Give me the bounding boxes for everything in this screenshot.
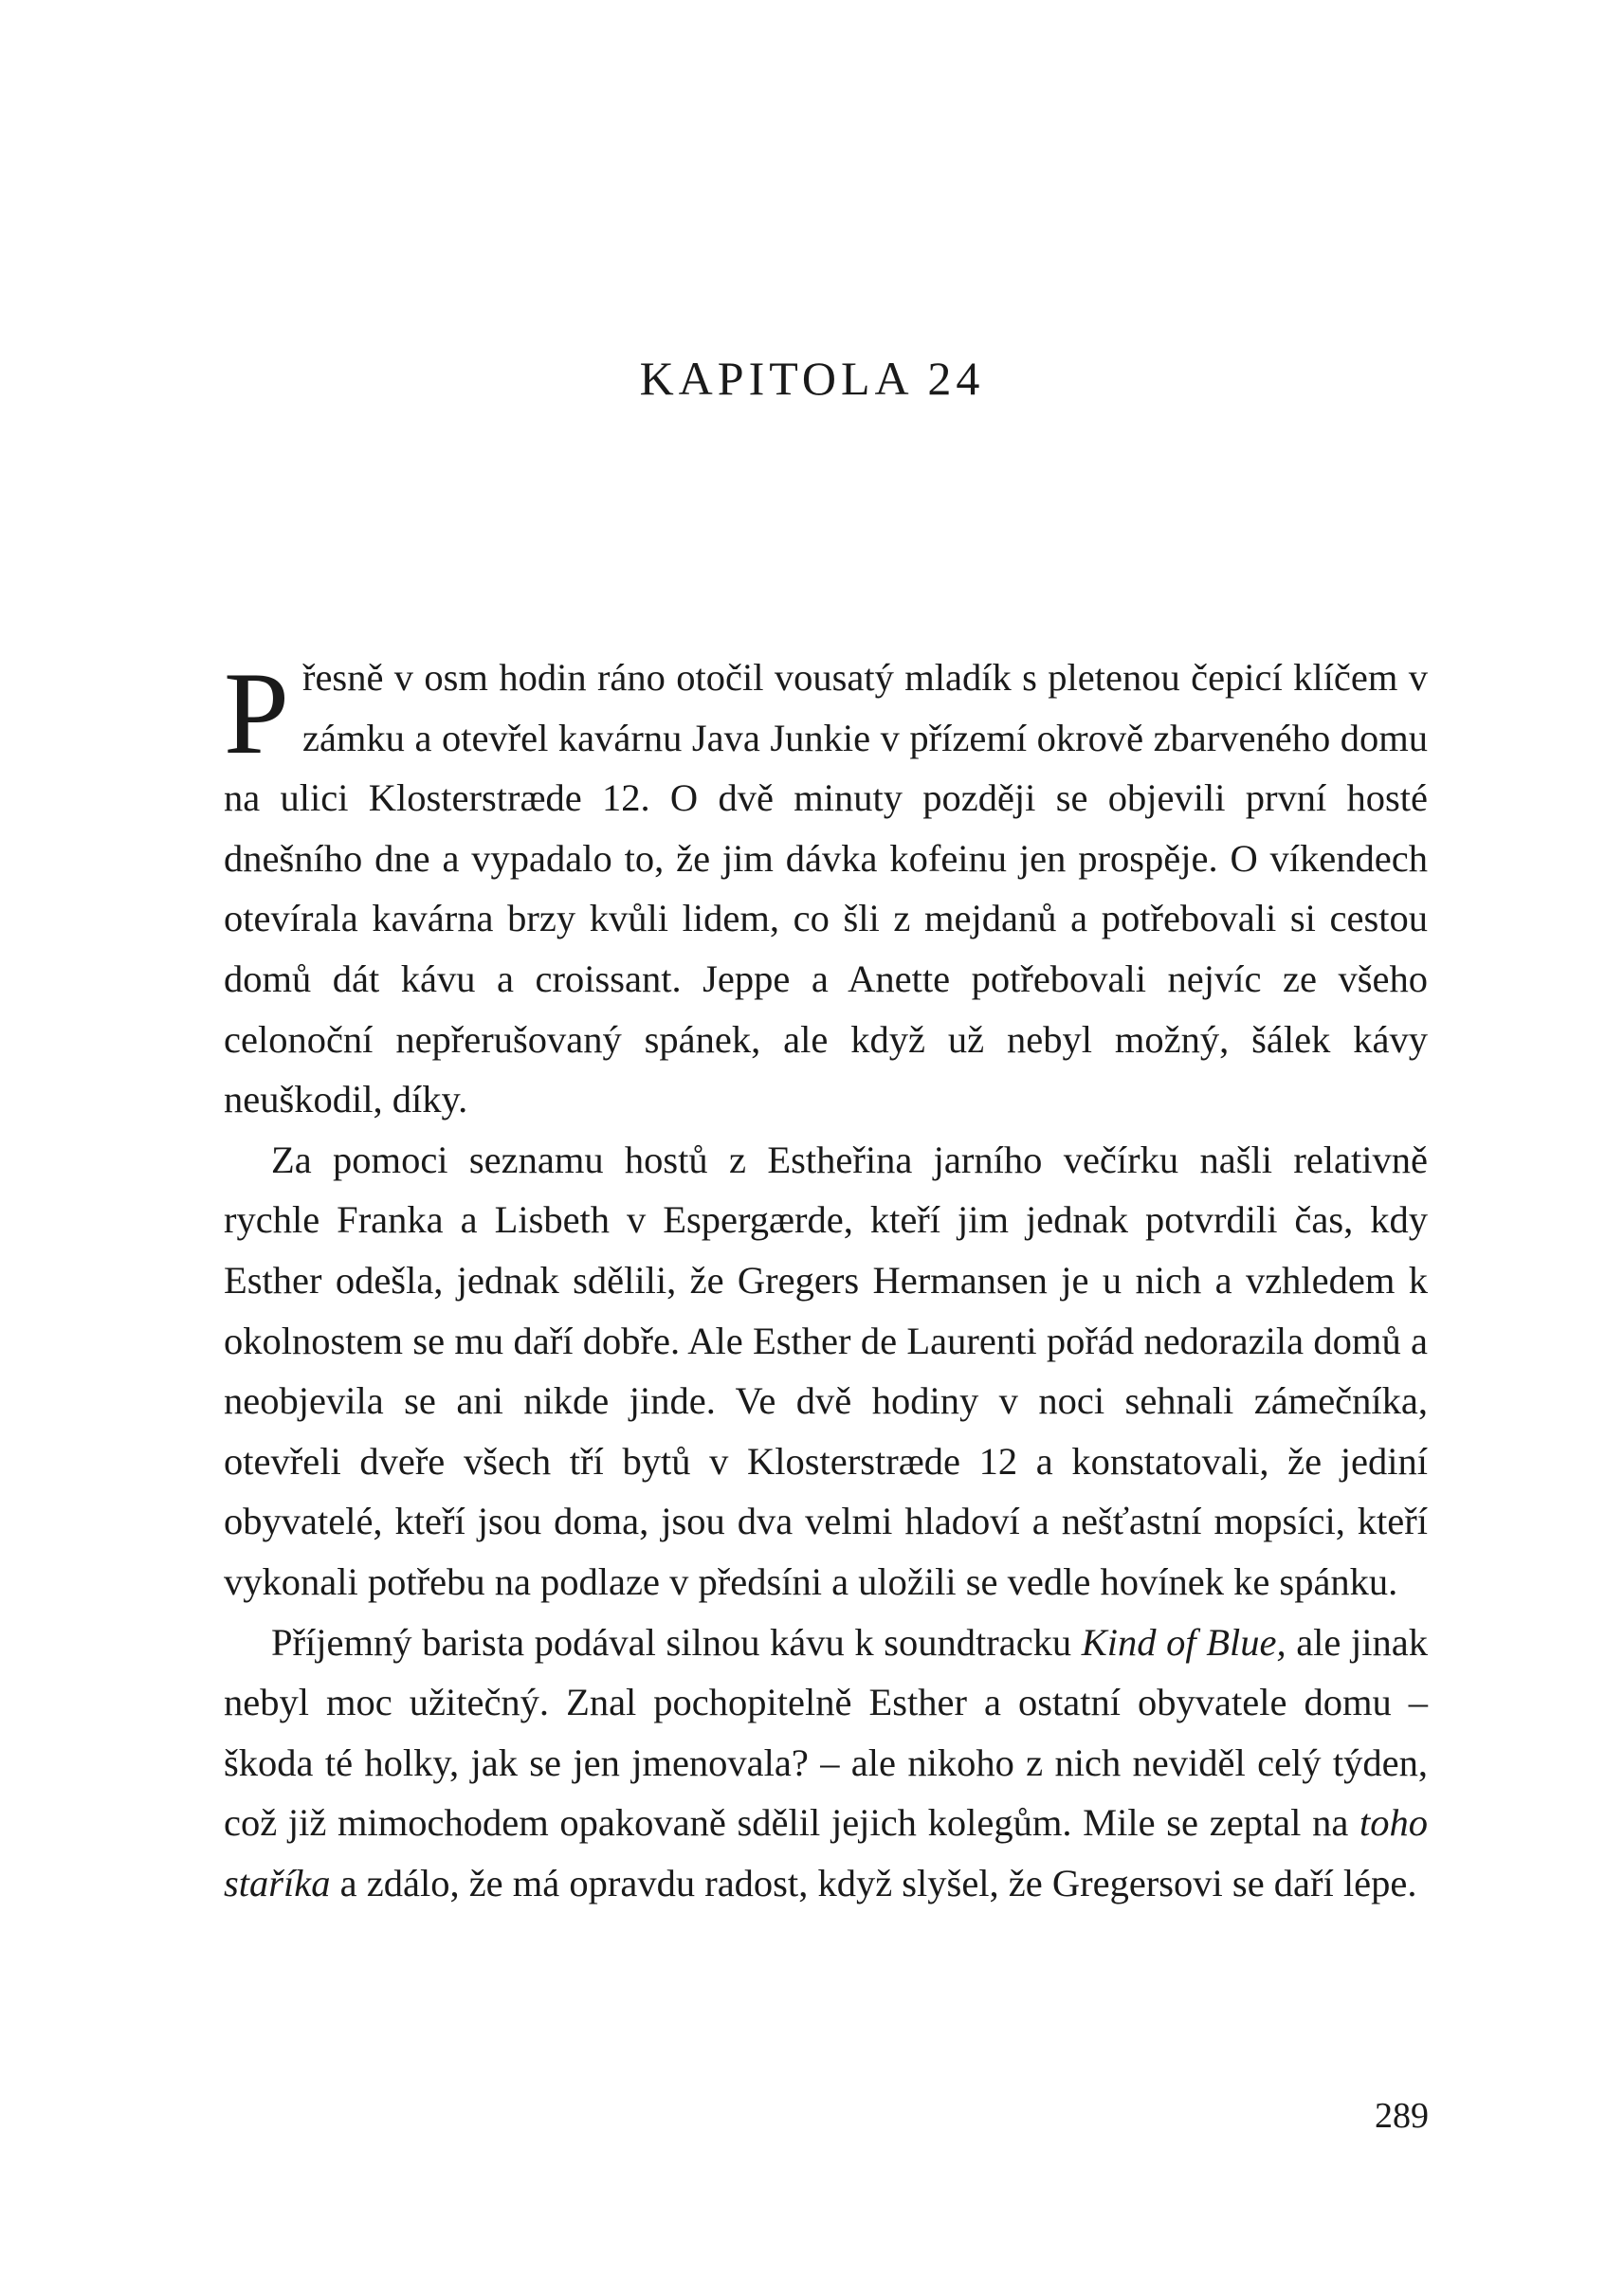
drop-cap: P (224, 648, 289, 778)
paragraph-1-text: řesně v osm hodin ráno otočil vousatý mladík s pletenou čepicí klíčem v zámku a otevřel kavárnu Java Junkie v přízemí okrově zbarveného domu na ulici Klosterstræde 12. O dvě minuty později se objevili první hosté dnešního dne a vypadalo to, že jim dávka kofeinu jen prospěje. O víkendech otevírala kavárna brzy kvůli lidem, co šli z mejdanů a potřebovali si cestou domů dát kávu a croissant. Jeppe a Anette potřebovali nejvíc ze všeho celonoční nepřerušovaný spánek, ale když už nebyl možný, šálek kávy neuškodil, díky. (224, 656, 1428, 1121)
paragraph-3-text-2: ale jinak nebyl moc užitečný. Znal pochopitelně Esther a ostatní obyvatele domu – škoda té holky, jak se jen jmenovala? – ale nikoho z nich neviděl celý týden, což již mimochodem opakovaně sdělil jejich kolegům. Mile se zeptal na (224, 1620, 1428, 1845)
paragraph-3 (224, 1613, 1428, 1914)
paragraph-3-emphasis-2: toho staříka (224, 1801, 1428, 1904)
body-text (224, 647, 1428, 1913)
paragraph-2: Za pomoci seznamu hostů z Estheřina jarního večírku našli relativně rychle Franka a Lisbeth v Espergærde, kteří jim jednak potvrdili čas, kdy Esther odešla, jednak sdělili, že Gregers Hermansen je u nich a vzhledem k okolnostem se mu daří dobře. Ale Esther de Laurenti pořád nedorazila domů a neobjevila se ani nikde jinde. Ve dvě hodiny v noci sehnali zámečníka, otevřeli dveře všech tří bytů v Klosterstræde 12 a konstatovali, že jediní obyvatelé, kteří jsou doma, jsou dva velmi hladoví a nešťastní mopsíci, kteří vykonali potřebu na podlaze v předsíni a uložili se vedle hovínek ke spánku. (224, 1138, 1428, 1603)
page-number: 289 (1375, 2096, 1429, 2136)
paragraph-3-emphasis-1: Kind of Blue, (1081, 1620, 1286, 1664)
chapter-title: KAPITOLA 24 (639, 352, 985, 405)
paragraph-1 (224, 647, 1428, 1130)
paragraph-3-text-1: Příjemný barista podával silnou kávu k soundtracku (271, 1620, 1082, 1664)
paragraph-3-text-3: a zdálo, že má opravdu radost, když slyšel, že Gregersovi se daří lépe. (330, 1861, 1417, 1904)
